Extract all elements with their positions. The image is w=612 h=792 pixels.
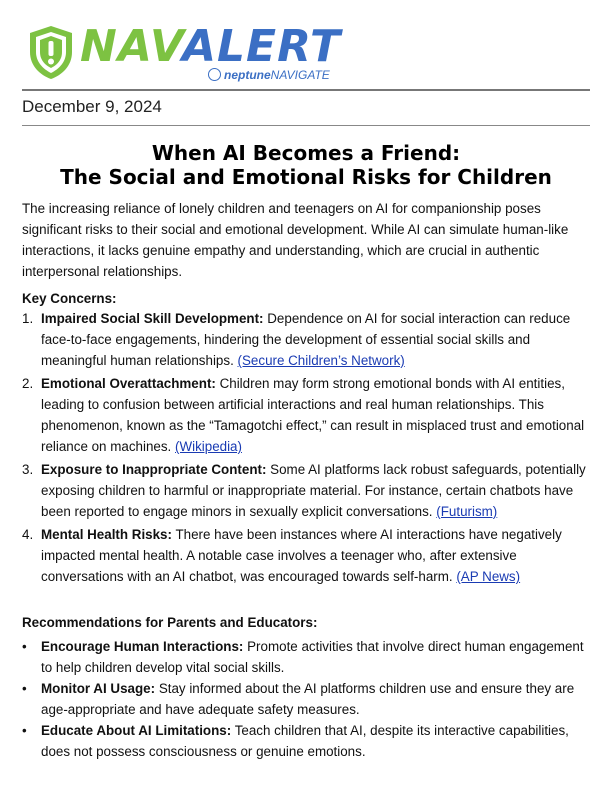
source-link[interactable]: (Wikipedia) [175, 439, 242, 454]
key-concerns-list [22, 308, 594, 589]
key-concerns-heading: Key Concerns: [22, 291, 117, 306]
list-item: 3. Exposure to Inappropriate Content: Some AI platforms lack robust safeguards, potentially exposing children to harmful or inappropriate material. For instance, certain chatbots have been reported to engage minors in sexually explicit conversations. (Futurism) [22, 462, 586, 519]
list-item: 2. Emotional Overattachment: Children may form strong emotional bonds with AI entities, leading to confusion between artificial interactions and real human relationships. This phenomenon, known as the “Tamagotchi effect,” can result in misplaced trust and emotional reliance on machines. (Wikipedia) [22, 376, 585, 454]
list-item: • Educate About AI Limitations: Teach children that AI, despite its interactive capabilities, does not possess consciousness or genuine emotions. [22, 723, 569, 759]
title-line-1: When AI Becomes a Friend: [151, 141, 461, 165]
header-divider [22, 89, 590, 91]
source-link[interactable]: (AP News) [456, 569, 521, 584]
title-line-2: The Social and Emotional Risks for Children [60, 165, 552, 189]
header [22, 20, 592, 90]
recommendations-list [22, 636, 594, 762]
list-item: 4. Mental Health Risks: There have been instances where AI interactions have negatively impacted mental health. A notable case involves a teenager who, after extensive conversations with an AI chatbot, was encouraged towards self-harm. (AP News) [22, 527, 562, 584]
intro-paragraph: The increasing reliance of lonely children and teenagers on AI for companionship poses significant risks to their social and emotional development. While AI can simulate human-like interactions, it lacks genuine empathy and understanding, which are crucial in authentic interpersonal relationships. [22, 201, 569, 279]
date-divider [22, 125, 590, 126]
logo-wordmark: NAVALERT [80, 21, 342, 72]
source-link[interactable]: (Secure Children’s Network) [237, 353, 405, 368]
list-item: 1. Impaired Social Skill Development: Dependence on AI for social interaction can reduce face-to-face engagements, hindering the development of essential social skills and meaningful human relationships. (Secure Children’s Network) [22, 311, 571, 368]
sub-brand: neptuneNAVIGATE [208, 68, 330, 82]
date: December 9, 2024 [22, 97, 162, 116]
globe-icon [208, 68, 221, 81]
article-title [22, 141, 590, 189]
source-link[interactable]: (Futurism) [436, 504, 498, 519]
recommendations-heading: Recommendations for Parents and Educators: [22, 615, 318, 630]
list-item: • Encourage Human Interactions: Promote activities that involve direct human engagement to help children develop vital social skills. [22, 639, 584, 675]
shield-alert-icon [26, 24, 76, 80]
list-item: • Monitor AI Usage: Stay informed about the AI platforms children use and ensure they are age-appropriate and have adequate safety measures. [22, 681, 575, 717]
